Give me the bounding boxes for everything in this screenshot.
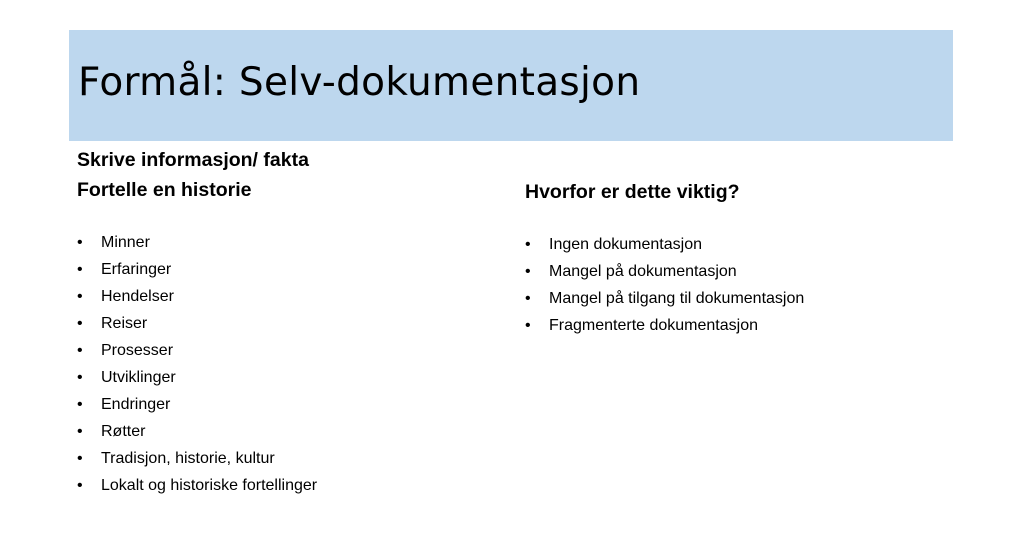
list-item xyxy=(525,312,945,339)
list-item xyxy=(77,310,497,337)
list-item xyxy=(77,337,497,364)
left-column xyxy=(77,145,497,499)
list-item xyxy=(525,258,945,285)
list-item xyxy=(77,364,497,391)
list-item-text: Endringer xyxy=(101,396,171,413)
slide-title: Formål: Selv-dokumentasjon xyxy=(78,60,641,105)
bullet-icon: • xyxy=(525,290,531,307)
list-item-text: Prosesser xyxy=(101,342,174,359)
left-bullet-list xyxy=(77,229,497,499)
list-item-text: Tradisjon, historie, kultur xyxy=(101,450,275,467)
bullet-icon: • xyxy=(77,369,83,386)
bullet-icon: • xyxy=(525,236,531,253)
list-item xyxy=(77,229,497,256)
list-item xyxy=(77,391,497,418)
list-item xyxy=(525,285,945,312)
bullet-icon: • xyxy=(77,477,83,494)
left-heading-story: Fortelle en historie xyxy=(77,179,252,201)
bullet-icon: • xyxy=(77,315,83,332)
list-item-text: Mangel på tilgang til dokumentasjon xyxy=(549,290,805,307)
bullet-icon: • xyxy=(77,450,83,467)
list-item-text: Utviklinger xyxy=(101,369,176,386)
right-column xyxy=(525,177,945,339)
list-item-text: Mangel på dokumentasjon xyxy=(549,263,737,280)
list-item-text: Minner xyxy=(101,234,150,251)
left-heading-facts: Skrive informasjon/ fakta xyxy=(77,149,309,171)
title-band xyxy=(69,30,953,141)
bullet-icon: • xyxy=(77,342,83,359)
bullet-icon: • xyxy=(77,234,83,251)
list-item-text: Lokalt og historiske fortellinger xyxy=(101,477,318,494)
list-item-text: Ingen dokumentasjon xyxy=(549,236,702,253)
bullet-icon: • xyxy=(77,288,83,305)
list-item-text: Fragmenterte dokumentasjon xyxy=(549,317,758,334)
bullet-icon: • xyxy=(525,317,531,334)
right-bullet-list xyxy=(525,231,945,339)
list-item xyxy=(77,256,497,283)
list-item xyxy=(525,231,945,258)
list-item xyxy=(77,418,497,445)
bullet-icon: • xyxy=(525,263,531,280)
bullet-icon: • xyxy=(77,423,83,440)
list-item-text: Røtter xyxy=(101,423,146,440)
bullet-icon: • xyxy=(77,396,83,413)
right-heading: Hvorfor er dette viktig? xyxy=(525,181,740,203)
list-item-text: Erfaringer xyxy=(101,261,172,278)
bullet-icon: • xyxy=(77,261,83,278)
list-item-text: Hendelser xyxy=(101,288,174,305)
list-item xyxy=(77,283,497,310)
list-item xyxy=(77,445,497,472)
list-item-text: Reiser xyxy=(101,315,148,332)
list-item xyxy=(77,472,497,499)
